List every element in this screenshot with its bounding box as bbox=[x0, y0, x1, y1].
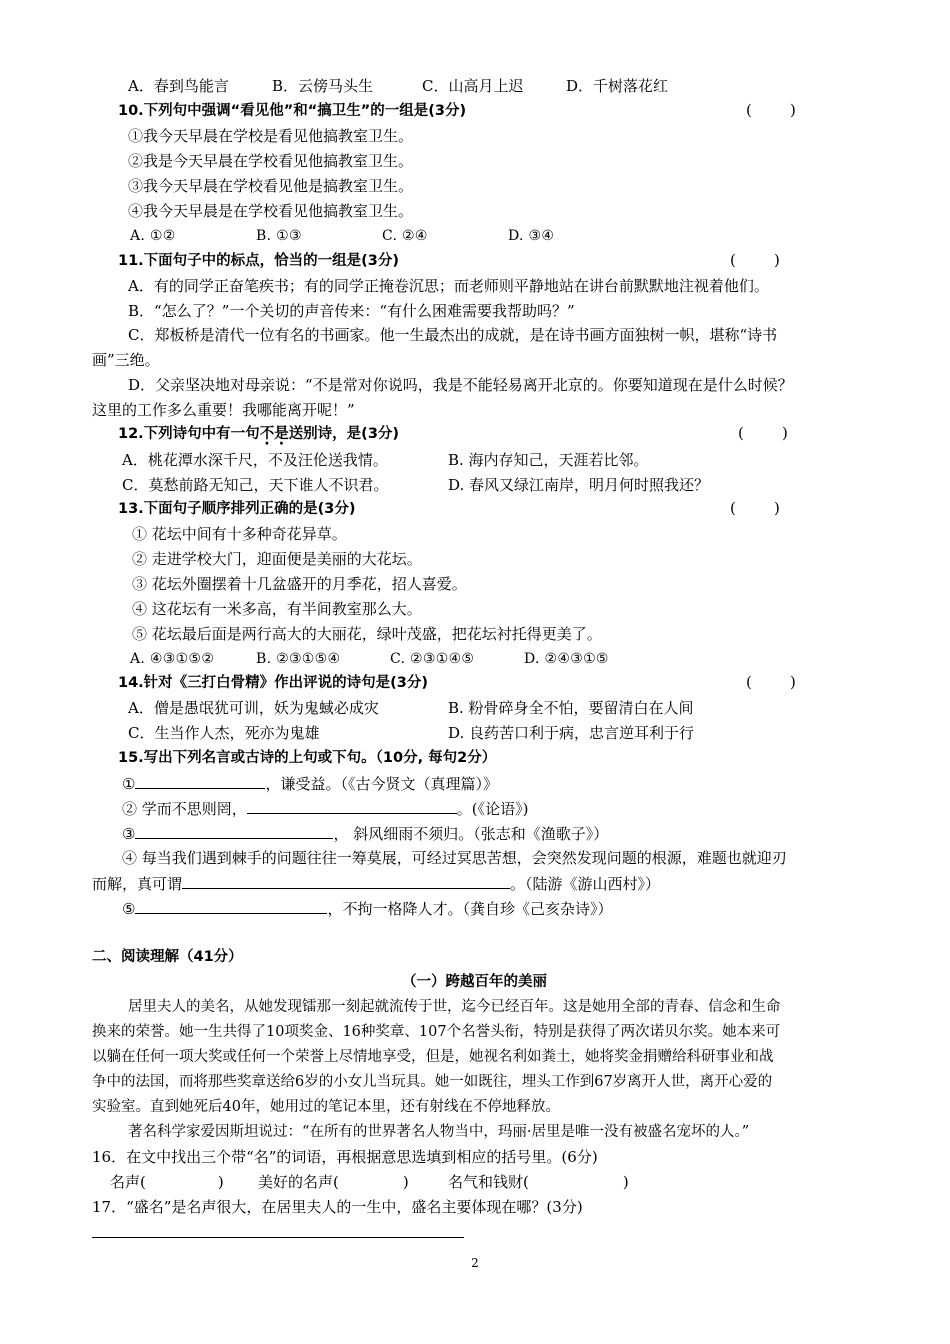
q15-line-3: ③ ， 斜风细雨不须归。（张志和《渔歌子》） bbox=[122, 825, 609, 843]
q10-option-b: B. ①③ bbox=[256, 228, 302, 244]
q12-option-c: C．莫愁前路无知己，天下谁人不识君。 bbox=[122, 476, 389, 494]
q11-answer-paren[interactable]: ( ) bbox=[730, 251, 780, 269]
q15-blank-4[interactable] bbox=[182, 873, 510, 889]
q13-option-d: D. ②④③①⑤ bbox=[524, 651, 609, 667]
q15-blank-1[interactable] bbox=[135, 773, 265, 789]
emphasis-is: 是 bbox=[274, 426, 289, 442]
q10-item-2: ②我是今天早晨在学校看见他搞教室卫生。 bbox=[128, 152, 414, 170]
q16-blank-fame-wealth: 名气和钱财( ) bbox=[448, 1173, 629, 1191]
q13-item-3: ③ 花坛外圈摆着十几盆盛开的月季花，招人喜爱。 bbox=[132, 575, 467, 593]
q14-option-c: C．生当作人杰，死亦为鬼雄 bbox=[128, 724, 320, 742]
q10-answer-paren[interactable]: ( ) bbox=[746, 101, 796, 119]
q12-option-b: B. 海内存知己，天涯若比邻。 bbox=[448, 451, 649, 469]
passage-p1-line3: 以躺在任何一项大奖或任何一个荣誉上尽情地享受，但是，她视名利如粪土，她将奖金捐赠给科研事业和战 bbox=[92, 1049, 774, 1065]
q12-answer-paren[interactable]: ( ) bbox=[738, 424, 788, 442]
q13-item-5: ⑤ 花坛最后面是两行高大的大丽花，绿叶茂盛，把花坛衬托得更美了。 bbox=[132, 625, 602, 643]
q13-option-c: C. ②③①④⑤ bbox=[390, 651, 475, 667]
q15-line-4b: 而解，真可谓 。（陆游《游山西村》） bbox=[92, 875, 661, 893]
q10-option-d: D. ③④ bbox=[508, 228, 555, 244]
q10-title: 10.下列句中强调“看见他”和“搞卫生”的一组是(3分) bbox=[118, 103, 467, 119]
q15-blank-5[interactable] bbox=[135, 898, 327, 914]
q13-option-b: B. ②③①⑤④ bbox=[256, 651, 341, 667]
q17-prompt: 17．“盛名”是名声很大，在居里夫人的一生中，盛名主要体现在哪？(3分) bbox=[92, 1198, 583, 1216]
q15-title: 15.写出下列名言或古诗的上句或下句。（10分, 每句2分） bbox=[118, 750, 497, 766]
page-number: 2 bbox=[471, 1256, 479, 1270]
q14-title: 14.针对《三打白骨精》作出评说的诗句是(3分) bbox=[118, 675, 429, 691]
q14-answer-paren[interactable]: ( ) bbox=[746, 673, 796, 691]
q11-option-c-line1: C．郑板桥是清代一位有名的书画家。他一生最杰出的成就，是在诗书画方面独树一帜，堪称“诗书 bbox=[128, 326, 778, 344]
q16-blank-fame: 名声( ) bbox=[110, 1173, 224, 1191]
q10-option-c: C. ②④ bbox=[382, 228, 428, 244]
q14-option-d: D. 良药苦口利于病，忠言逆耳利于行 bbox=[448, 724, 695, 742]
q14-option-a: A．僧是愚氓犹可训，妖为鬼蜮必成灾 bbox=[128, 699, 379, 717]
q13-item-2: ② 走进学校大门，迎面便是美丽的大花坛。 bbox=[132, 550, 422, 568]
passage-p1-line1: 居里夫人的美名，从她发现镭那一刻起就流传于世，迄今已经百年。这是她用全部的青春、信念和生命 bbox=[128, 999, 781, 1015]
q15-line-1: ① ，谦受益。（《古今贤文（真理篇）》 bbox=[122, 775, 498, 793]
q11-option-d-line1: D．父亲坚决地对母亲说：“不是常对你说吗，我是不能轻易离开北京的。你要知道现在是什么时候？ bbox=[128, 376, 793, 394]
q15-line-4a: ④ 每当我们遇到棘手的问题往往一筹莫展，可经过冥思苦想，会突然发现问题的根源，难题也就迎刃 bbox=[122, 849, 787, 867]
q13-item-1: ① 花坛中间有十多种奇花异草。 bbox=[132, 525, 347, 543]
q10-item-4: ④我今天早晨是在学校看见他搞教室卫生。 bbox=[128, 202, 414, 220]
q12-title: 12.下列诗句中有一句不是送别诗，是(3分) bbox=[118, 426, 400, 442]
q11-option-b: B．“怎么了？”一个关切的声音传来：“有什么困难需要我帮助吗？” bbox=[128, 302, 575, 320]
q13-answer-paren[interactable]: ( ) bbox=[730, 499, 780, 517]
q12-option-d: D. 春风又绿江南岸，明月何时照我还？ bbox=[448, 476, 710, 494]
q10-option-a: A. ①② bbox=[130, 228, 176, 244]
section-2-heading: 二、阅读理解（41分） bbox=[92, 949, 243, 965]
q11-option-d-line2: 这里的工作多么重要！我哪能离开呢！” bbox=[92, 401, 355, 419]
q16-blank-good-fame: 美好的名声( ) bbox=[258, 1173, 409, 1191]
passage-p1-line4: 争中的法国，而将那些奖章送给6岁的小女儿当玩具。她一如既往，埋头工作到67岁离开人世，离开心爱的 bbox=[92, 1074, 773, 1090]
q12-option-a: A．桃花潭水深千尺，不及汪伦送我情。 bbox=[122, 451, 388, 469]
emphasis-not: 不 bbox=[259, 426, 275, 442]
q17-answer-line[interactable] bbox=[92, 1237, 464, 1238]
q13-item-4: ④ 这花坛有一米多高，有半间教室那么大。 bbox=[132, 600, 422, 618]
q9-option-b: B．云傍马头生 bbox=[272, 77, 374, 95]
q13-title: 13.下面句子顺序排列正确的是(3分) bbox=[118, 501, 356, 517]
q9-option-a: A．春到鸟能言 bbox=[128, 77, 229, 95]
q15-line-5: ⑤ ，不拘一格降人才。（龚自珍《己亥杂诗》） bbox=[122, 900, 613, 918]
passage-p1-line5: 实验室。直到她死后40年，她用过的笔记本里，还有射线在不停地释放。 bbox=[92, 1099, 560, 1115]
q15-line-2: ② 学而不思则罔， 。(《论语》) bbox=[122, 800, 529, 818]
q11-option-a: A．有的同学正奋笔疾书；有的同学正掩卷沉思；而老师则平静地站在讲台前默默地注视着他们。 bbox=[128, 277, 769, 295]
q11-title: 11.下面句子中的标点，恰当的一组是(3分) bbox=[118, 253, 400, 269]
q10-item-1: ①我今天早晨在学校是看见他搞教室卫生。 bbox=[128, 127, 414, 145]
q15-blank-2[interactable] bbox=[247, 798, 457, 814]
q16-prompt: 16．在文中找出三个带“名”的词语，再根据意思选填到相应的括号里。(6分) bbox=[92, 1148, 598, 1166]
q15-blank-3[interactable] bbox=[135, 823, 333, 839]
passage-p2: 著名科学家爱因斯坦说过：“在所有的世界著名人物当中，玛丽·居里是唯一没有被盛名宠坏的人。” bbox=[128, 1124, 750, 1140]
q14-option-b: B. 粉骨碎身全不怕，要留清白在人间 bbox=[448, 699, 694, 717]
passage-title: （一）跨越百年的美丽 bbox=[402, 974, 547, 990]
q11-option-c-line2: 画”三绝。 bbox=[92, 351, 160, 369]
q9-option-c: C．山高月上迟 bbox=[422, 77, 524, 95]
q9-option-d: D．千树落花红 bbox=[566, 77, 669, 95]
passage-p1-line2: 换来的荣誉。她一生共得了10项奖金、16种奖章、107个名誉头衔，特别是获得了两次诺贝尔奖。她本来可 bbox=[92, 1024, 781, 1040]
q13-option-a: A. ④③①⑤② bbox=[130, 651, 215, 667]
q10-item-3: ③我今天早晨在学校看见他是搞教室卫生。 bbox=[128, 177, 414, 195]
